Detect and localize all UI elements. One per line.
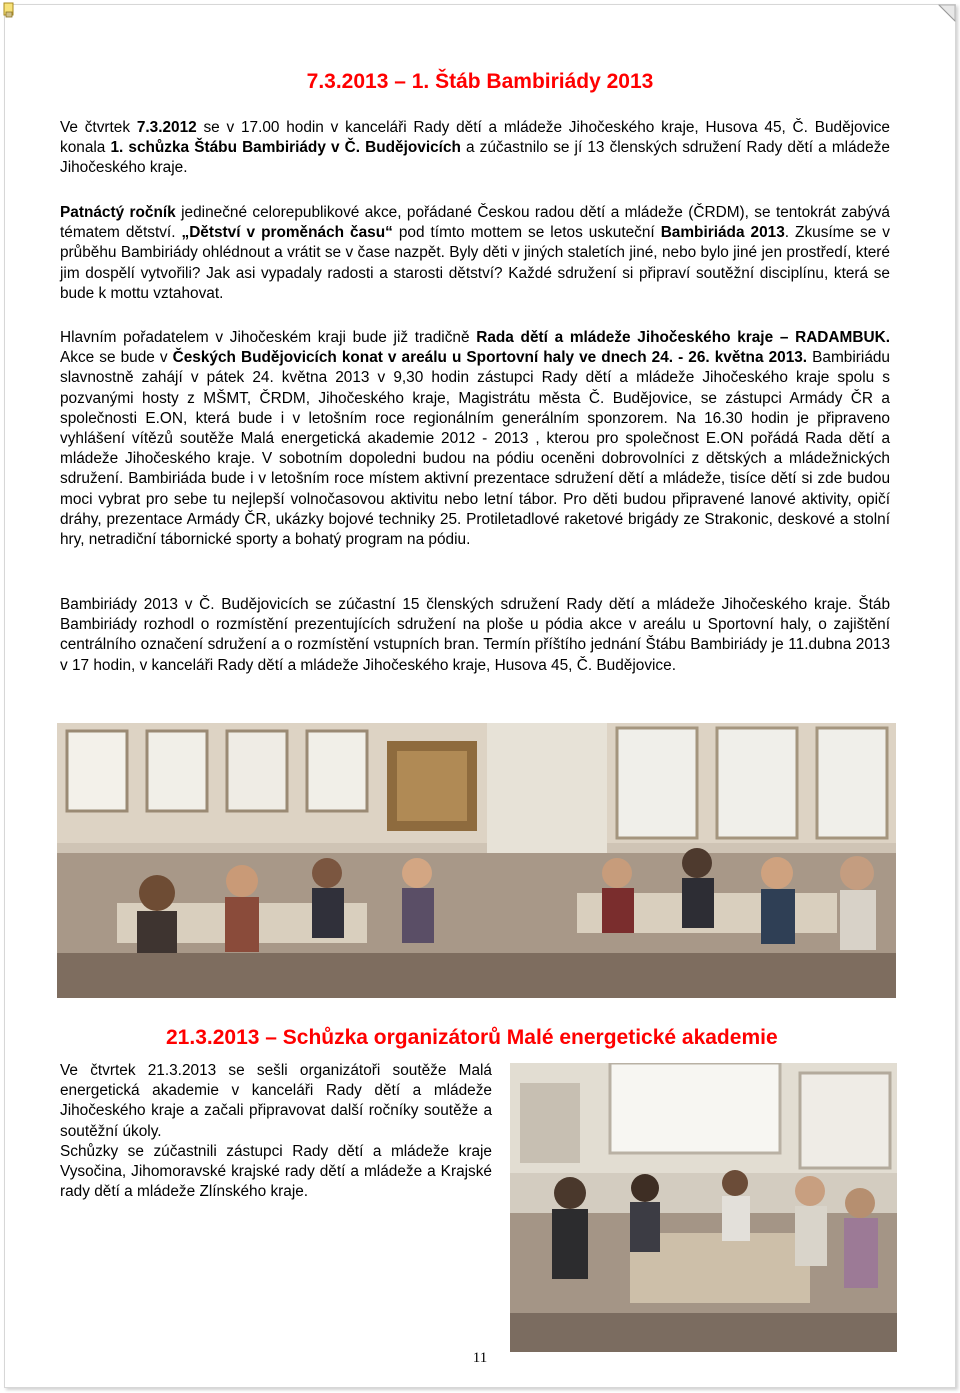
section2-text — [60, 1061, 492, 1202]
paragraph-participants: Bambiriády 2013 v Č. Budějovicích se zúčastní 15 členských sdružení Rady dětí a mládeže Jihočeského kraje. Štáb Bambiriády rozhodl o rozmístění prezentujících sdružení na ploše u pódia akce v areálu u Sportovní haly, o zajištění centrálního označení sdružení a o rozmístění vstupních bran. Termín příštího jednání Štábu Bambiriády je 11.dubna 2013 v 17 hodin, v kanceláři Rady dětí a mládeže Jihočeského kraje, Husova 45, Č. Budějovice. — [60, 596, 890, 674]
paragraph-organizer-program: Hlavním pořadatelem v Jihočeském kraji bude již tradičně Rada dětí a mládeže Jihočeského kraje – RADAMBUK. Akce se bude v Českých Budějovicích konat v areálu u Sportovní haly ve dnech 24. - 26. května 2013. Bambiriádu slavnostně zahájí v pátek 24. května 2013 v 9,30 hodin zástupci Rady dětí a mládeže Jihočeského kraje spolu s pozvanými hosty z MŠMT, ČRDM, Jihočeského kraje, Magistrátu města Č. Budějovice, se zástupci Armády ČR a společnosti E.ON, která bude i v letošním roce regionálním generálním sponzorem. Na 16.30 hodin je připraveno vyhlášení vítězů soutěže Malá energetická akademie 2012 - 2013 , kterou pro společnost E.ON pořádá Rada dětí a mládeže Jihočeského kraje. V sobotním dopoledni budou na pódiu oceněni dobrovolníci z dětských a mládežnických sdružení. Bambiriáda bude i v letošním roce místem aktivní prezentace sdružení dětí a mládeže, tisíce dětí si zde budou moci vybrat pro sebe tu nejlepší volnočasovou aktivitu nebo letní tábor. Pro děti budou připravené lanové aktivity, opičí dráhy, prezentace Armády ČR, ukázky bojové techniky 25. Protiletadlové raketové brigády ze Strakonic, deskové a stolní hry, netradiční tábornické sporty a bohatý program na pódiu. — [60, 329, 890, 549]
paragraph-fifteenth-year: Patnáctý ročník jedinečné celorepublikové akce, pořádané Českou radou dětí a mládeže (ČRDM), se tentokrát zabývá tématem dětství. „Dětství v proměnách času“ pod tímto mottem se letos uskuteční Bambiriáda 2013. Zkusíme se v průběhu Bambiriády ohlédnout a vrátit se v čase nazpět. Byly děti v jiných staletích jiné, nebo bylo jiné jen prostředí, které jim dospělí vytvořili? Jak asi vypadaly radosti a starosti dětství? Každé sdružení si připraví soutěžní disciplínu, která se bude k mottu vztahovat. — [60, 204, 891, 302]
document-icon — [2, 2, 16, 18]
paragraph-mea-organizers: Ve čtvrtek 21.3.2013 se sešli organizátoři soutěže Malá energetická akademie v kanceláři Rady dětí a mládeže Jihočeského kraje a začali připravovat další ročníky soutěže a soutěžní úkoly. — [60, 1062, 492, 1140]
page-fold-icon — [938, 4, 956, 22]
meeting-photo-stab — [57, 723, 896, 998]
paragraph-mea-participants: Schůzky se zúčastnili zástupci Rady dětí a mládeže kraje Vysočina, Jihomoravské krajské rady dětí a mládeže a Krajské rady dětí a mládeže Zlínského kraje. — [60, 1142, 492, 1201]
section-title-stab-bambiriady: 7.3.2013 – 1. Štáb Bambiriády 2013 — [306, 70, 654, 93]
meeting-photo-mea — [510, 1063, 897, 1352]
page-number: 11 — [472, 1350, 488, 1366]
section-title-mea-meeting: 21.3.2013 – Schůzka organizátorů Malé energetické akademie — [166, 1026, 778, 1049]
paragraph-meeting-intro: Ve čtvrtek 7.3.2012 se v 17.00 hodin v kanceláři Rady dětí a mládeže Jihočeského kraje, Husova 45, Č. Budějovice konala 1. schůzka Štábu Bambiriády v Č. Budějovicích a zúčastnilo se jí 13 členských sdružení Rady dětí a mládeže Jihočeského kraje. — [60, 119, 890, 177]
